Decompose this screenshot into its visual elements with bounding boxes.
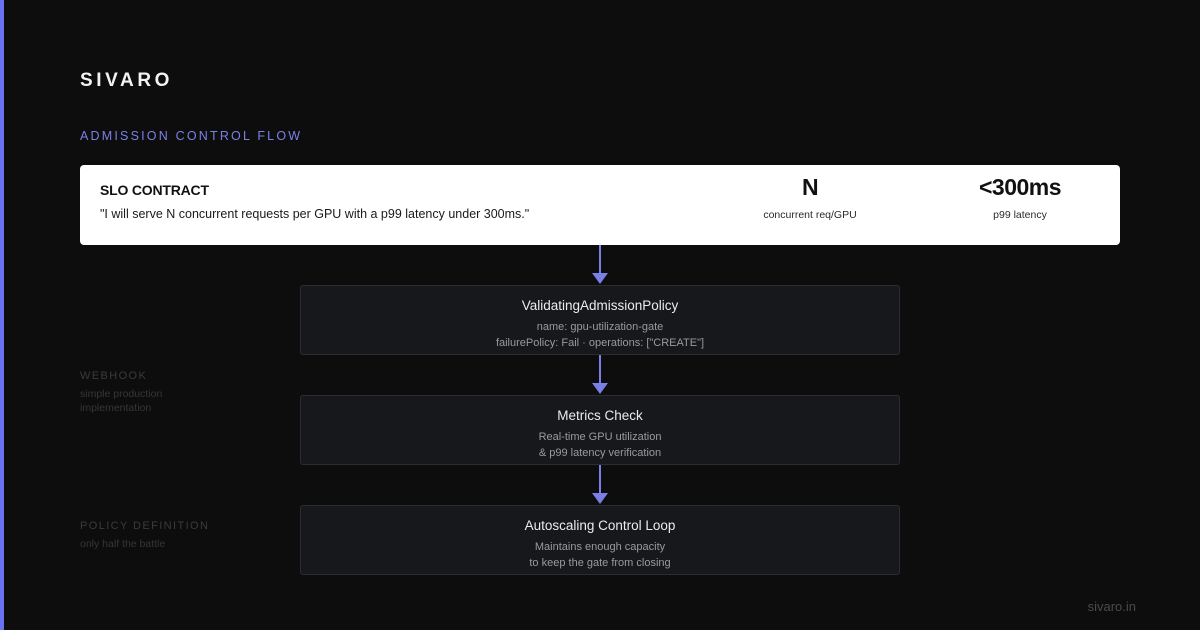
side-label-heading: WEBHOOK [80,370,148,382]
metric-latency [940,173,1100,221]
flow-step-detail: Real-time GPU utilization [538,431,662,443]
brand-logo: SIVARO [80,70,174,91]
accent-bar [0,0,4,630]
slo-quote: "I will serve N concurrent requests per GPU with a p99 latency under 300ms." [100,207,530,221]
slo-title: SLO CONTRACT [100,182,209,198]
section-label: ADMISSION CONTROL FLOW [80,129,303,143]
flow-connector [599,465,601,494]
side-label-subtext [80,537,209,551]
side-label-subtext [80,387,162,415]
flow-step-detail: Maintains enough capacity [534,541,666,553]
flow-connector [599,355,601,384]
flow-step-detail: name: gpu-utilization-gate [536,321,664,333]
arrow-down-icon [592,493,608,504]
metric-caption: concurrent req/GPU [763,209,857,221]
side-label-line: implementation [80,402,152,414]
metric-concurrency [730,173,890,221]
flow-step-title: ValidatingAdmissionPolicy [521,298,679,313]
metric-caption: p99 latency [993,209,1047,221]
flow-step-admission-policy [300,285,900,355]
side-label-line: simple production [80,388,163,400]
side-label-policy-definition [80,519,209,551]
flow-step-detail: & p99 latency verification [538,447,662,459]
flow-step-detail: to keep the gate from closing [529,557,671,569]
flow-step-metrics-check [300,395,900,465]
metric-value: <300ms [978,174,1062,200]
slo-contract-card [80,165,1120,245]
metric-value: N [801,174,819,200]
footer-url[interactable]: sivaro.in [1087,599,1136,614]
side-label-webhook [80,369,162,415]
flow-connector [599,245,601,274]
flow-step-autoscaling [300,505,900,575]
flow-step-title: Metrics Check [557,408,643,423]
arrow-down-icon [592,383,608,394]
flow-step-detail: failurePolicy: Fail · operations: ["CREATE"] [495,337,705,349]
arrow-down-icon [592,273,608,284]
flow-step-title: Autoscaling Control Loop [524,518,676,533]
side-label-heading: POLICY DEFINITION [80,520,210,532]
side-label-line: only half the battle [80,538,166,550]
